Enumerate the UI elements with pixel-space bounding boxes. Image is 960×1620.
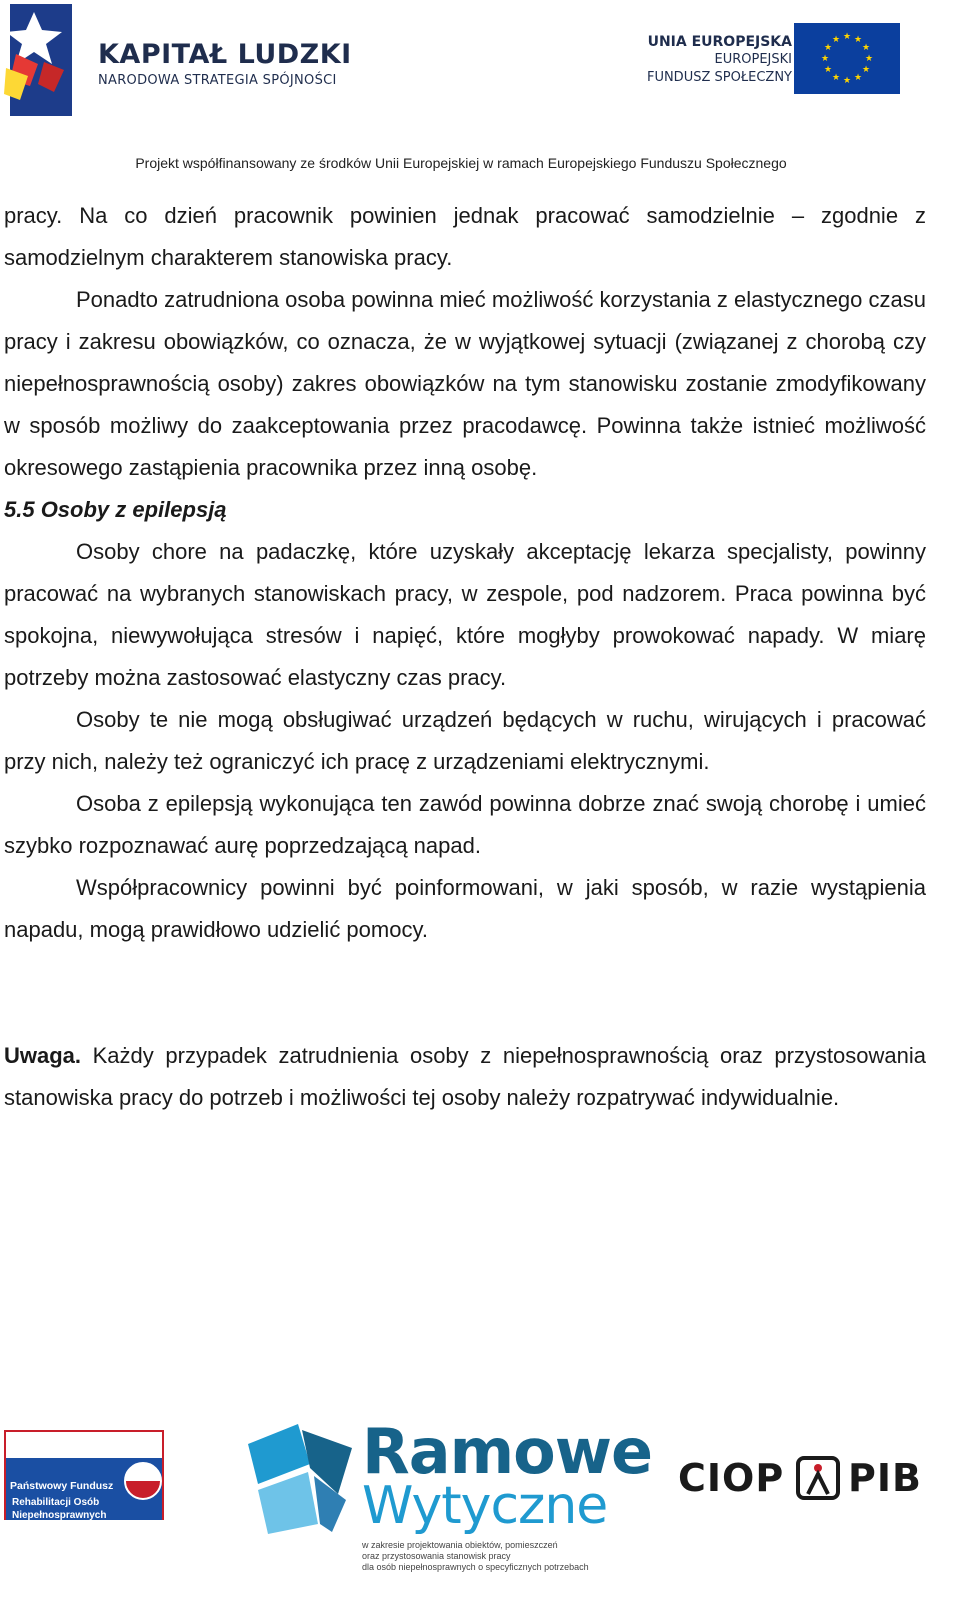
section-heading: 5.5 Osoby z epilepsją (4, 497, 227, 522)
eu-line-1: UNIA EUROPEJSKA (647, 34, 792, 50)
paragraph-5: Osoba z epilepsją wykonująca ten zawód powinna dobrze znać swoją chorobę i umieć szybko rozpoznawać aurę poprzedzającą napad. (4, 791, 926, 858)
paragraph-2: Ponadto zatrudniona osoba powinna mieć możliwość korzystania z elastycznego czasu pracy i zakresu obowiązków, co oznacza, że w wyjątkowej sytuacji (związanej z chorobą czy niepełnosprawnością osoby) zakres obowiązków na tym stanowisku zostanie zmodyfikowany w sposób możliwy do zaakceptowania przez pracodawcę. Powinna także istnieć możliwość okresowego zastąpienia pracownika przez inną osobę. (4, 287, 926, 480)
ramowe-title: Ramowe (362, 1415, 653, 1488)
eu-line-2: EUROPEJSKI (714, 52, 792, 67)
eu-line-3: FUNDUSZ SPOŁECZNY (646, 70, 792, 85)
kapital-ludzki-text (98, 40, 352, 88)
eu-flag-icon (794, 23, 900, 94)
eu-fund-text (647, 33, 792, 87)
paragraph-4: Osoby te nie mogą obsługiwać urządzeń będących w ruchu, wirujących i pracować przy nich, należy też ograniczyć ich pracę z urządzeniami elektrycznymi. (4, 707, 926, 774)
svg-text:★: ★ (864, 54, 874, 64)
kapital-ludzki-logo (4, 4, 94, 116)
note-label: Uwaga. (4, 1043, 82, 1068)
pfron-line-2: Rehabilitacji Osób (12, 1497, 100, 1508)
tagline-line-2: oraz przystosowania stanowisk pracy (362, 1551, 511, 1561)
ciop-pib-person-icon (796, 1456, 840, 1500)
ciop-text: CIOP (678, 1456, 785, 1500)
wytyczne-title: Wytyczne (362, 1476, 608, 1536)
pfron-line-3: Niepełnosprawnych (12, 1510, 107, 1521)
svg-text:★: ★ (861, 43, 871, 53)
svg-text:★: ★ (861, 65, 871, 75)
svg-text:★: ★ (823, 43, 833, 53)
svg-text:★: ★ (823, 65, 833, 75)
svg-text:★: ★ (831, 35, 841, 45)
paragraph-3: Osoby chore na padaczkę, które uzyskały akceptację lekarza specjalisty, powinny pracować na wybranych stanowiskach pracy, w zespole, pod nadzorem. Praca powinna być spokojna, niewywołująca stresów i napięć, które mogłyby prowokować napady. W miarę potrzeby można zastosować elastyczny czas pracy. (4, 539, 926, 690)
note-paragraph (4, 1035, 926, 1119)
paragraph-6: Współpracownicy powinni być poinformowani, w jaki sposób, w razie wystąpienia napadu, mogą prawidłowo udzielić pomocy. (4, 875, 926, 942)
svg-text:★: ★ (853, 73, 863, 83)
paragraph-1: pracy. Na co dzień pracownik powinien jednak pracować samodzielnie – zgodnie z samodzielnym charakterem stanowiska pracy. (4, 203, 926, 270)
document-body (4, 195, 926, 1119)
project-cofinancing-note: Projekt współfinansowany ze środków Unii Europejskiej w ramach Europejskiego Funduszu Społecznego (135, 155, 787, 171)
tagline-line-1: w zakresie projektowania obiektów, pomieszczeń (362, 1540, 558, 1550)
svg-text:★: ★ (820, 54, 830, 64)
pfron-logo (4, 1430, 164, 1520)
page-footer (0, 1410, 960, 1620)
tagline-line-3: dla osób niepełnosprawnych o specyficznych potrzebach (362, 1562, 589, 1572)
ramowe-wytyczne-emblem-icon (248, 1424, 352, 1534)
svg-text:★: ★ (842, 32, 852, 42)
pfron-line-1: Państwowy Fundusz (10, 1480, 114, 1492)
page-header (0, 0, 960, 180)
pfron-emblem-icon (124, 1462, 162, 1500)
ramowe-wytyczne-tagline (362, 1540, 589, 1573)
kapital-ludzki-subtitle: NARODOWA STRATEGIA SPÓJNOŚCI (98, 73, 337, 88)
kapital-ludzki-title: KAPITAŁ LUDZKI (98, 39, 352, 70)
svg-text:★: ★ (853, 35, 863, 45)
svg-text:★: ★ (842, 76, 852, 86)
svg-text:★: ★ (831, 73, 841, 83)
pib-text: PIB (848, 1456, 922, 1500)
note-text: Każdy przypadek zatrudnienia osoby z niepełnosprawnością oraz przystosowania stanowiska pracy do potrzeb i możliwości tej osoby należy rozpatrywać indywidualnie. (4, 1043, 926, 1110)
